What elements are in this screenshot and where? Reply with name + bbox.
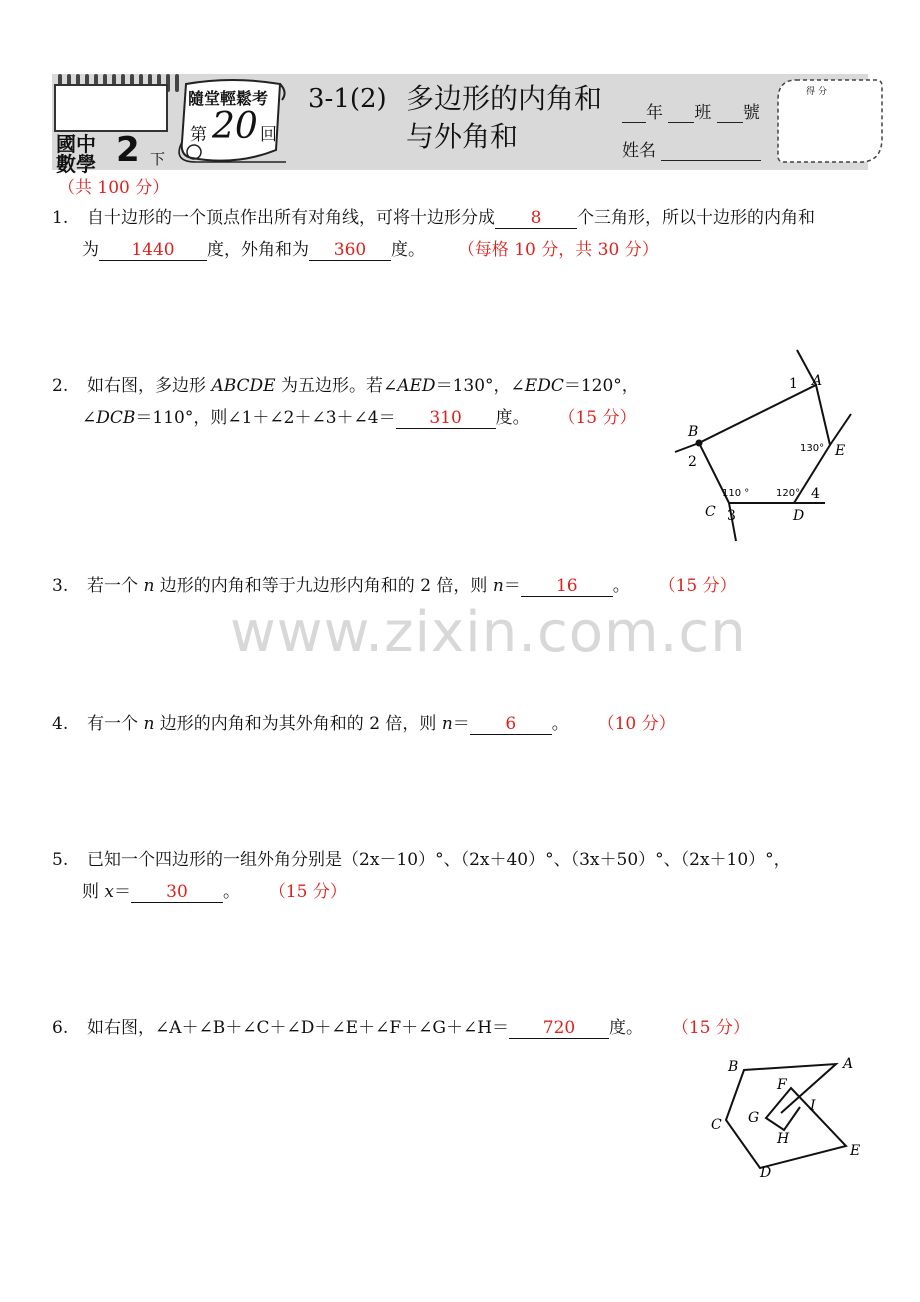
- figure-pentagon: [670, 344, 870, 548]
- q4-answer[interactable]: 6: [470, 714, 552, 735]
- q4-variable: n: [441, 714, 453, 734]
- name-field-row: [622, 136, 761, 161]
- q6-score: （15 分）: [671, 1018, 750, 1038]
- q5-text: 已知一个四边形的一组外角分别是（2x－10）°、（2x＋40）°、（3x＋50）°、（2x＋10）°，: [87, 850, 791, 870]
- score-label: 得分: [806, 87, 831, 97]
- q5-text: 则: [82, 882, 105, 902]
- q4-text: 边形的内角和为其外角和的 2 倍，则: [154, 714, 442, 734]
- q5-answer[interactable]: 30: [131, 882, 223, 903]
- q2-text: ＝120°，: [563, 376, 639, 396]
- q4-text: 有一个: [87, 714, 144, 734]
- fig2-label-d: D: [760, 1165, 772, 1181]
- question-2-line1: [52, 374, 639, 398]
- q6-text: 如右图，∠A＋∠B＋∠C＋∠D＋∠E＋∠F＋∠G＋∠H＝: [87, 1018, 510, 1038]
- q3-answer[interactable]: 16: [521, 576, 613, 597]
- q3-variable: n: [143, 576, 155, 596]
- q1-text-c: 为: [82, 240, 99, 260]
- q1-score: （每格 10 分，共 30 分）: [457, 240, 659, 260]
- issue-suffix: 回: [260, 125, 277, 145]
- q1-answer-1[interactable]: 8: [495, 208, 577, 229]
- seat-field[interactable]: [717, 104, 743, 123]
- q2-polygon-name: ABCDE: [211, 376, 276, 396]
- lesson-title-line1: 多边形的内角和: [406, 82, 603, 115]
- q5-text: 。: [223, 882, 240, 902]
- q4-text: 。: [551, 714, 569, 734]
- question-3: [52, 574, 737, 598]
- fig2-label-g: G: [748, 1110, 760, 1126]
- extension-line-e: [830, 414, 851, 445]
- lesson-title-line2: 与外角和: [406, 120, 519, 153]
- label-a: A: [812, 373, 823, 389]
- issue-number: 20: [212, 106, 258, 147]
- brand-grade: 2: [116, 130, 140, 170]
- extension-line-b: [675, 443, 699, 452]
- q5-variable: x: [104, 882, 114, 902]
- issue-prefix: 第: [190, 125, 207, 145]
- q4-number: 4.: [52, 714, 69, 734]
- q3-text: 若一个: [87, 576, 144, 596]
- brand-line2: 數學: [56, 152, 96, 176]
- q4-score: （10 分）: [597, 714, 676, 734]
- name-label: 姓名: [622, 141, 656, 161]
- label-1: 1: [789, 376, 798, 392]
- q5-score: （15 分）: [268, 882, 347, 902]
- q1-answer-3[interactable]: 360: [309, 240, 391, 261]
- label-d: D: [793, 508, 805, 524]
- angle-d-label: 120°: [776, 488, 801, 499]
- q2-text: 如右图，多边形: [87, 376, 212, 396]
- fig2-label-b: B: [728, 1059, 739, 1075]
- year-label: 年: [646, 103, 663, 123]
- q6-answer[interactable]: 720: [509, 1018, 609, 1039]
- q3-score: （15 分）: [658, 576, 737, 596]
- q3-text: 。: [612, 576, 630, 596]
- q2-angle-edc: EDC: [524, 376, 564, 396]
- label-2: 2: [688, 454, 697, 470]
- angle-c-label: 110 °: [722, 488, 750, 499]
- q2-number: 2.: [52, 376, 69, 396]
- question-1-line2: [82, 238, 659, 262]
- q4-text: ＝: [452, 714, 470, 734]
- question-5-line1: [52, 848, 791, 872]
- q1-number: 1.: [52, 208, 69, 228]
- q3-text: 边形的内角和等于九边形内角和的 2 倍，则: [154, 576, 493, 596]
- vertex-b-dot: [696, 440, 703, 447]
- watermark: www.zixin.com.cn: [230, 600, 747, 665]
- seat-label: 號: [742, 103, 760, 123]
- lesson-title: [406, 80, 636, 156]
- class-field[interactable]: [668, 104, 694, 123]
- q3-text: ＝: [503, 576, 521, 596]
- q2-text: ∠: [82, 408, 97, 428]
- label-3: 3: [727, 508, 736, 524]
- question-2-line2: [82, 406, 636, 430]
- question-1-line1: [52, 206, 815, 230]
- brand-line1: 國中: [56, 132, 96, 156]
- q3-number: 3.: [52, 576, 69, 596]
- q2-score: （15 分）: [558, 408, 637, 428]
- fig2-label-h: H: [777, 1131, 790, 1147]
- label-b: B: [688, 424, 699, 440]
- year-field[interactable]: [622, 104, 646, 123]
- notepad-graphic: [54, 84, 168, 132]
- q1-text-b: 个三角形，所以十边形的内角和: [577, 208, 816, 228]
- q2-text: 为五边形。若∠: [275, 376, 398, 396]
- q1-text-d: 度，外角和为: [207, 240, 309, 260]
- name-field[interactable]: [661, 142, 761, 161]
- fig2-label-a: A: [843, 1056, 854, 1072]
- label-c: C: [705, 504, 716, 520]
- q1-text-a: 自十边形的一个顶点作出所有对角线，可将十边形分成: [87, 208, 496, 228]
- total-score: （共 100 分）: [58, 178, 170, 198]
- class-info-fields: [622, 98, 760, 123]
- class-label: 班: [694, 103, 712, 123]
- q2-angle-dcb: DCB: [96, 408, 136, 428]
- q3-variable: n: [492, 576, 504, 596]
- q1-answer-2[interactable]: 1440: [99, 240, 207, 261]
- q6-text: 度。: [609, 1018, 644, 1038]
- q2-answer[interactable]: 310: [396, 408, 496, 429]
- q6-number: 6.: [52, 1018, 69, 1038]
- fig2-label-i: I: [810, 1098, 816, 1114]
- fig2-label-f: F: [777, 1077, 787, 1093]
- label-e: E: [835, 443, 846, 459]
- series-title: 隨堂輕鬆考: [188, 89, 269, 108]
- fig2-label-e: E: [850, 1143, 861, 1159]
- label-4: 4: [811, 486, 820, 502]
- worksheet-header: [52, 74, 868, 176]
- q2-angle-aed: AED: [397, 376, 436, 396]
- figure-octagon: [700, 1046, 870, 1186]
- angle-e-label: 130°: [800, 443, 825, 454]
- q4-variable: n: [143, 714, 155, 734]
- brand-term: 下: [150, 150, 166, 168]
- question-5-line2: [82, 880, 347, 904]
- q2-text: ＝130°，∠: [435, 376, 525, 396]
- question-6: [52, 1016, 750, 1040]
- lesson-number: 3-1(2): [308, 84, 387, 114]
- q5-text: ＝: [114, 882, 131, 902]
- question-4: [52, 712, 676, 736]
- q2-text: 度。: [495, 408, 530, 428]
- q1-text-e: 度。: [391, 240, 425, 260]
- q5-number: 5.: [52, 850, 69, 870]
- q2-text: ＝110°，则∠1＋∠2＋∠3＋∠4＝: [135, 408, 396, 428]
- fig2-label-c: C: [711, 1117, 722, 1133]
